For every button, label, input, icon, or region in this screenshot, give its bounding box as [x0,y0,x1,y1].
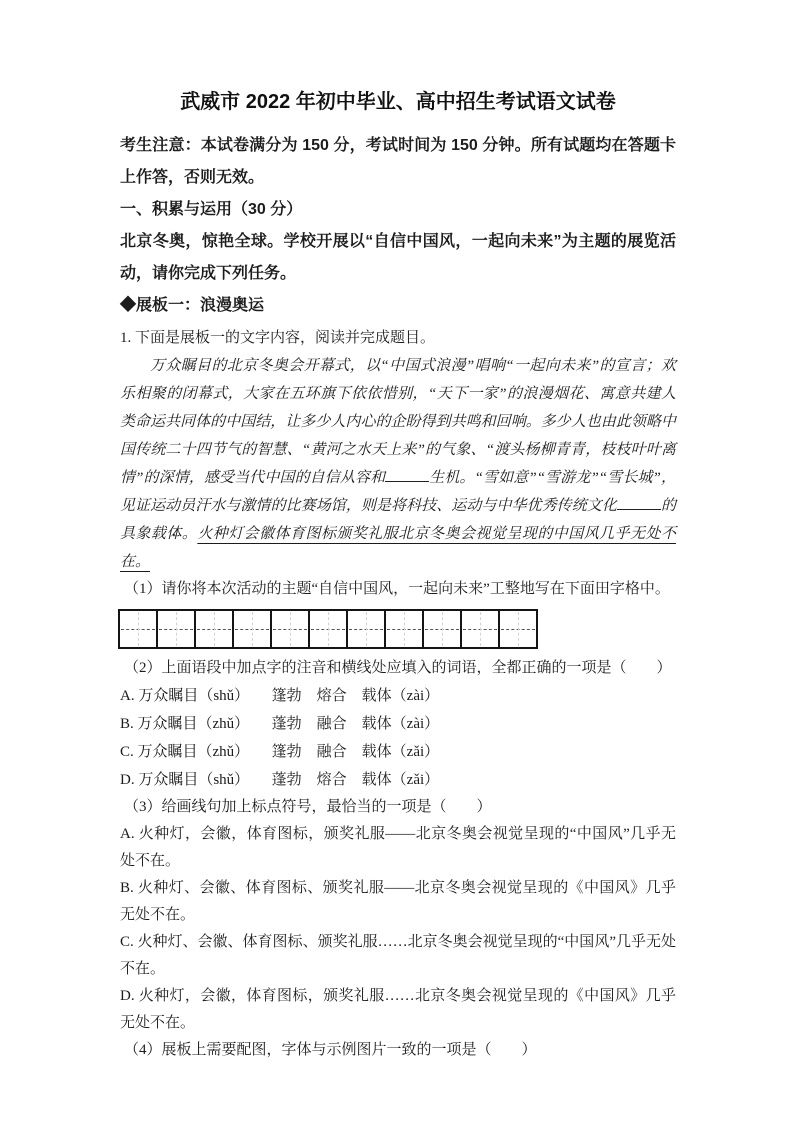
answer-option: C. 万众瞩目（zhǔ） 篷勃 融合 载体（zǎi） [120,744,440,760]
sub-question-1-stem: （1）请你将本次活动的主题“自信中国风，一起向未来”工整地写在下面田字格中。 [124,581,670,597]
tian-grid-cell [270,609,310,649]
passage-segment-blank [385,479,429,482]
tian-grid-cell [308,609,348,649]
cell-vertical-guide [176,612,177,646]
answer-option: D. 万众瞩目（shǔ） 蓬勃 熔合 载体（zǎi） [120,772,440,788]
reading-passage [120,352,676,576]
exam-notice: 考生注意：本试卷满分为 150 分，考试时间为 150 分钟。所有试题均在答题卡上作答，否则无效。 [120,137,676,186]
cell-vertical-guide [214,612,215,646]
tian-grid-cell [422,609,462,649]
answer-option: D. 火种灯，会徽，体育图标，颁奖礼服……北京冬奥会视觉呈现的《中国风》几乎无处不在。 [120,988,676,1031]
passage-segment-dot: 载 • [151,526,166,542]
cell-vertical-guide [252,612,253,646]
answer-option: B. 火种灯、会徽、体育图标、颁奖礼服——北京冬奥会视觉呈现的《中国风》几乎无处不在。 [120,880,676,923]
sub-question-2-stem: （2）上面语段中加点字的注音和横线处应填入的词语，全都正确的一项是（ ） [124,660,672,676]
passage-segment-plain: 生机。“雪如意”“雪游龙”“雪长城”，见证运动员汗水与激情的比赛场馆，则是将科技、运动与中华优秀传统文化 [120,470,676,514]
tian-grid-cell [498,609,538,649]
question-1-stem: 1. 下面是展板一的文字内容，阅读并完成题目。 [120,330,436,346]
cell-vertical-guide [442,612,443,646]
cell-vertical-guide [138,612,139,646]
sub-question-4-stem: （4）展板上需要配图，字体与示例图片一致的一项是（ ） [124,1042,537,1058]
answer-option: A. 火种灯，会徽，体育图标，颁奖礼服——北京冬奥会视觉呈现的“中国风”几乎无处不在。 [120,826,676,869]
cell-vertical-guide [290,612,291,646]
cell-vertical-guide [404,612,405,646]
passage-segment-plain: 体。 [166,526,198,542]
sub-question-3-stem: （3）给画线句加上标点符号，最恰当的一项是（ ） [124,799,492,815]
cell-vertical-guide [366,612,367,646]
tian-grid-cell [118,609,158,649]
board-heading: ◆展板一：浪漫奥运 [120,297,265,314]
section-heading: 一、积累与运用（30 分） [120,201,303,218]
tian-grid-cell [194,609,234,649]
passage-segment-plain: 目的北京冬奥会开幕式，以“中国式浪漫”唱响“一起向未来”的宣言；欢乐相聚的闭幕式，大家在五环旗下依依惜别，“天下一家”的浪漫烟花、寓意共建人类命运共同体的中国结，让多少人内心的企盼得到共鸣和回响。多少人也由此领略中国传统二十四节气的智慧、“黄河之水天上来”的气象、“渡头杨柳青青，枝枝叶叶离情”的深情，感受当代中国的自信从容和 [120,358,676,486]
passage-segment-dot: 瞩 • [181,358,196,374]
answer-option: B. 万众瞩目（zhǔ） 蓬勃 融合 载体（zài） [120,716,440,732]
passage-segment-blank [617,507,661,510]
page-content [120,88,676,1064]
answer-option: A. 万众瞩目（shǔ） 篷勃 熔合 载体（zài） [120,688,440,704]
passage-segment-underline: 火种灯会徽体育图标颁奖礼服北京冬奥会视觉呈现的中国风几乎无处不在。 [120,526,676,570]
passage-segment-plain: 万众 [150,358,181,374]
tian-grid-cell [460,609,500,649]
tian-grid-cell [232,609,272,649]
sub-question-2-options [120,682,676,794]
tian-grid-cell [346,609,386,649]
page-title: 武威市 2022 年初中毕业、高中招生考试语文试卷 [180,91,616,113]
sub-question-3-options [120,821,676,1037]
tian-grid [118,609,676,649]
answer-option: C. 火种灯、会徽、体育图标、颁奖礼服……北京冬奥会视觉呈现的“中国风”几乎无处不在。 [120,934,676,977]
passage-segment-plain: 的具象 [120,498,676,542]
cell-vertical-guide [480,612,481,646]
tian-grid-cell [156,609,196,649]
cell-vertical-guide [328,612,329,646]
cell-vertical-guide [518,612,519,646]
tian-grid-cell [384,609,424,649]
activity-intro: 北京冬奥，惊艳全球。学校开展以“自信中国风，一起向未来”为主题的展览活动，请你完成下列任务。 [120,233,676,282]
